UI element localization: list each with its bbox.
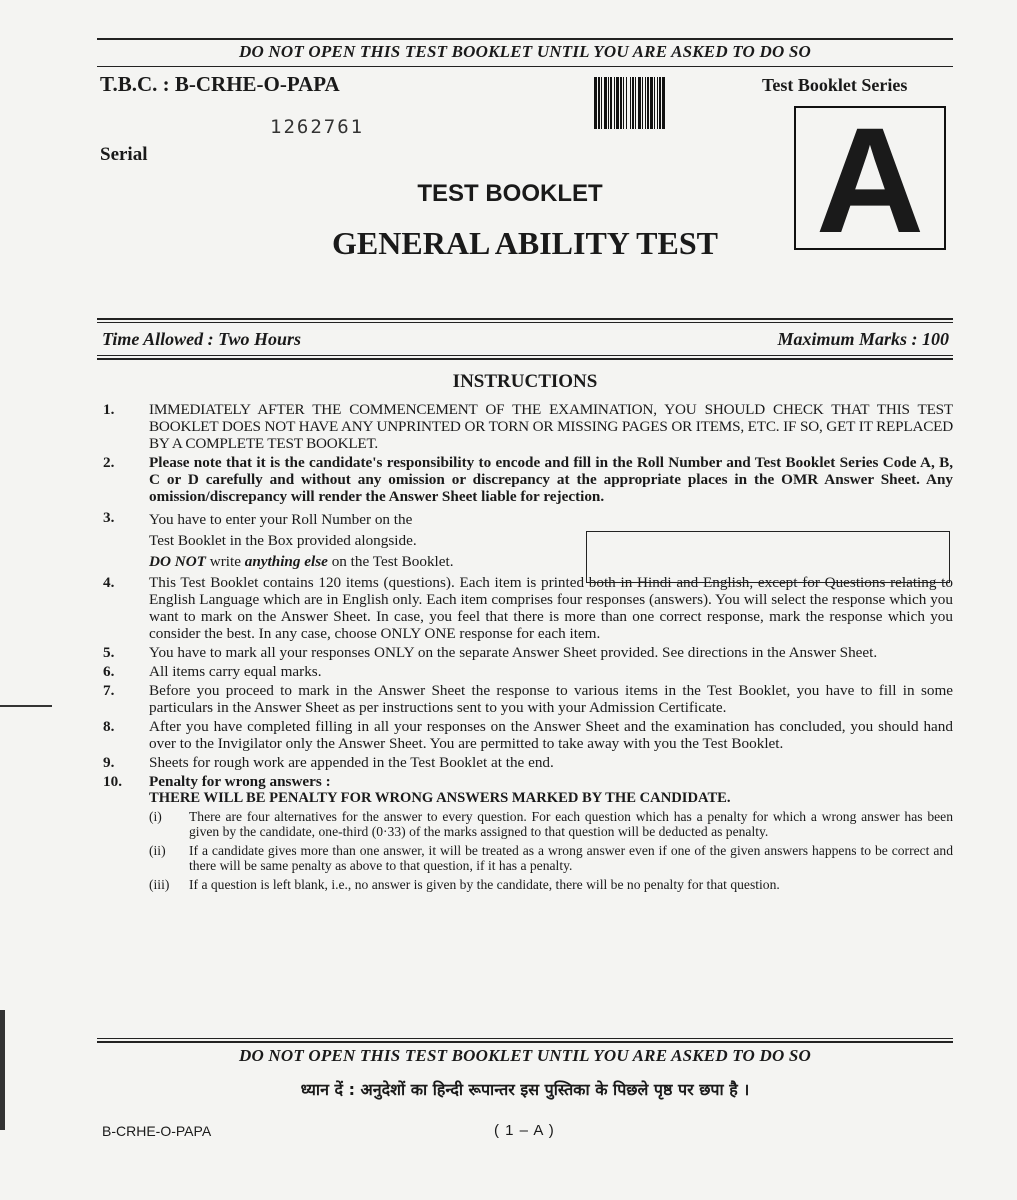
penalty-title: Penalty for wrong answers : — [149, 773, 331, 790]
do-not-text: DO NOT — [149, 553, 206, 570]
penalty-subitem — [149, 809, 953, 839]
instruction-item — [97, 773, 953, 892]
instruction-item — [97, 663, 953, 680]
bottom-rule-2 — [97, 1041, 953, 1043]
item-number: 8. — [103, 718, 115, 735]
scan-mark — [0, 705, 52, 707]
instructions-heading: INSTRUCTIONS — [452, 371, 598, 392]
item-text: This Test Booklet contains 120 items (questions). Each item is printed both in Hindi and English, except for Questions relating to English Language which are in English only. Each item comprises four responses (answers). You will select the response which you want to mark on the Answer Sheet. In case, you feel that there is more than one correct response, mark the response which you consider the best. In any case, choose ONLY ONE response for each item. — [149, 574, 953, 642]
instructions-list — [97, 401, 953, 896]
serial-number: 1262761 — [270, 116, 365, 138]
bottom-banner: DO NOT OPEN THIS TEST BOOKLET UNTIL YOU ARE ASKED TO DO SO — [238, 1046, 812, 1065]
item-text: Test Booklet in the Box provided alongside. — [149, 532, 417, 549]
subitem-number: (ii) — [149, 843, 166, 858]
item-number: 5. — [103, 644, 115, 661]
item-text: IMMEDIATELY AFTER THE COMMENCEMENT OF THE EXAMINATION, YOU SHOULD CHECK THAT THIS TEST BOOKLET DOES NOT HAVE ANY UNPRINTED OR TORN OR MISSING PAGES OR ITEMS, ETC. IF SO, GET IT REPLACED BY A COMPLETE TEST BOOKLET. — [149, 401, 953, 452]
instruction-item — [97, 682, 953, 716]
item-text: Before you proceed to mark in the Answer Sheet the response to various items in the Test Booklet, you have to fill in some particulars in the Answer Sheet as per instructions sent to you with your Admission Certificate. — [149, 682, 953, 716]
item-number: 7. — [103, 682, 115, 699]
penalty-subitem — [149, 877, 953, 892]
roll-number-box[interactable] — [586, 531, 950, 583]
item-number: 10. — [103, 773, 122, 790]
instruction-item — [97, 644, 953, 661]
item-text: Sheets for rough work are appended in the Test Booklet at the end. — [149, 754, 554, 771]
series-code-box: A — [794, 106, 946, 250]
item-text: Please note that it is the candidate's responsibility to encode and fill in the Roll Number and Test Booklet Series Code A, B, C or D carefully and without any omission or discrepancy at the appropriate places in the OMR Answer Sheet. Any omission/discrepancy will render the Answer Sheet liable for rejection. — [149, 454, 953, 505]
banner-rule — [97, 66, 953, 67]
page-number: ( 1 – A ) — [494, 1122, 555, 1139]
subitem-text: There are four alternatives for the answer to every question. For each question which has a penalty for which a wrong answer has been given by the candidate, one-third (0·33) of the marks assigned to that question will be deducted as penalty. — [189, 809, 953, 839]
header-rule-1 — [97, 318, 953, 320]
barcode-bar — [662, 77, 665, 129]
item-number: 1. — [103, 401, 115, 418]
time-allowed: Time Allowed : Two Hours — [102, 329, 302, 349]
scan-edge-mark — [0, 1010, 5, 1130]
instruction-item — [97, 574, 953, 642]
subitem-number: (i) — [149, 809, 162, 824]
subitem-text: If a candidate gives more than one answer, it will be treated as a wrong answer even if one of the given answers happens to be correct and there will be same penalty as above to that question, if it has a penalty. — [189, 843, 953, 873]
time-rule-1 — [97, 355, 953, 356]
subitem-number: (iii) — [149, 877, 170, 892]
top-banner: DO NOT OPEN THIS TEST BOOKLET UNTIL YOU ARE ASKED TO DO SO — [238, 42, 812, 61]
item-text: All items carry equal marks. — [149, 663, 322, 680]
hindi-note: ध्यान दें : अनुदेशों का हिन्दी रूपान्तर इस पुस्तिका के पिछले पृष्ठ पर छपा है । — [300, 1080, 750, 1099]
booklet-title: TEST BOOKLET — [417, 180, 603, 207]
item-number: 9. — [103, 754, 115, 771]
anything-else-text: anything else — [244, 553, 328, 570]
barcode — [594, 77, 732, 129]
header-rule-2 — [97, 322, 953, 323]
item-number: 4. — [103, 574, 115, 591]
penalty-subitem — [149, 843, 953, 873]
series-label: Test Booklet Series — [762, 75, 908, 95]
item-number: 6. — [103, 663, 115, 680]
instruction-item — [97, 754, 953, 771]
serial-label: Serial — [100, 144, 148, 165]
time-rule-2 — [97, 358, 953, 360]
item-number: 3. — [103, 509, 115, 526]
item-text: on the Test Booklet. — [327, 553, 454, 570]
maximum-marks: Maximum Marks : 100 — [777, 329, 949, 349]
bottom-rule-1 — [97, 1038, 953, 1039]
subitem-text: If a question is left blank, i.e., no answer is given by the candidate, there will be no penalty for that question. — [189, 877, 780, 892]
penalty-subtitle: THERE WILL BE PENALTY FOR WRONG ANSWERS MARKED BY THE CANDIDATE. — [149, 790, 731, 806]
item-text: You have to mark all your responses ONLY on the separate Answer Sheet provided. See directions in the Answer Sheet. — [149, 644, 878, 661]
item-number: 2. — [103, 454, 115, 471]
instruction-item — [97, 718, 953, 752]
top-rule — [97, 38, 953, 40]
instruction-item — [97, 401, 953, 452]
test-booklet-code: T.B.C. : B-CRHE-O-PAPA — [100, 72, 340, 96]
item-text: After you have completed filling in all your responses on the Answer Sheet and the examination has concluded, you should hand over to the Invigilator only the Answer Sheet. You are permitted to take away with you the Test Booklet. — [149, 718, 953, 752]
footer-code: B-CRHE-O-PAPA — [102, 1123, 212, 1139]
test-title: GENERAL ABILITY TEST — [332, 225, 718, 261]
instruction-item — [97, 454, 953, 505]
item-text: You have to enter your Roll Number on the — [149, 511, 413, 528]
item-text: write — [205, 553, 245, 570]
